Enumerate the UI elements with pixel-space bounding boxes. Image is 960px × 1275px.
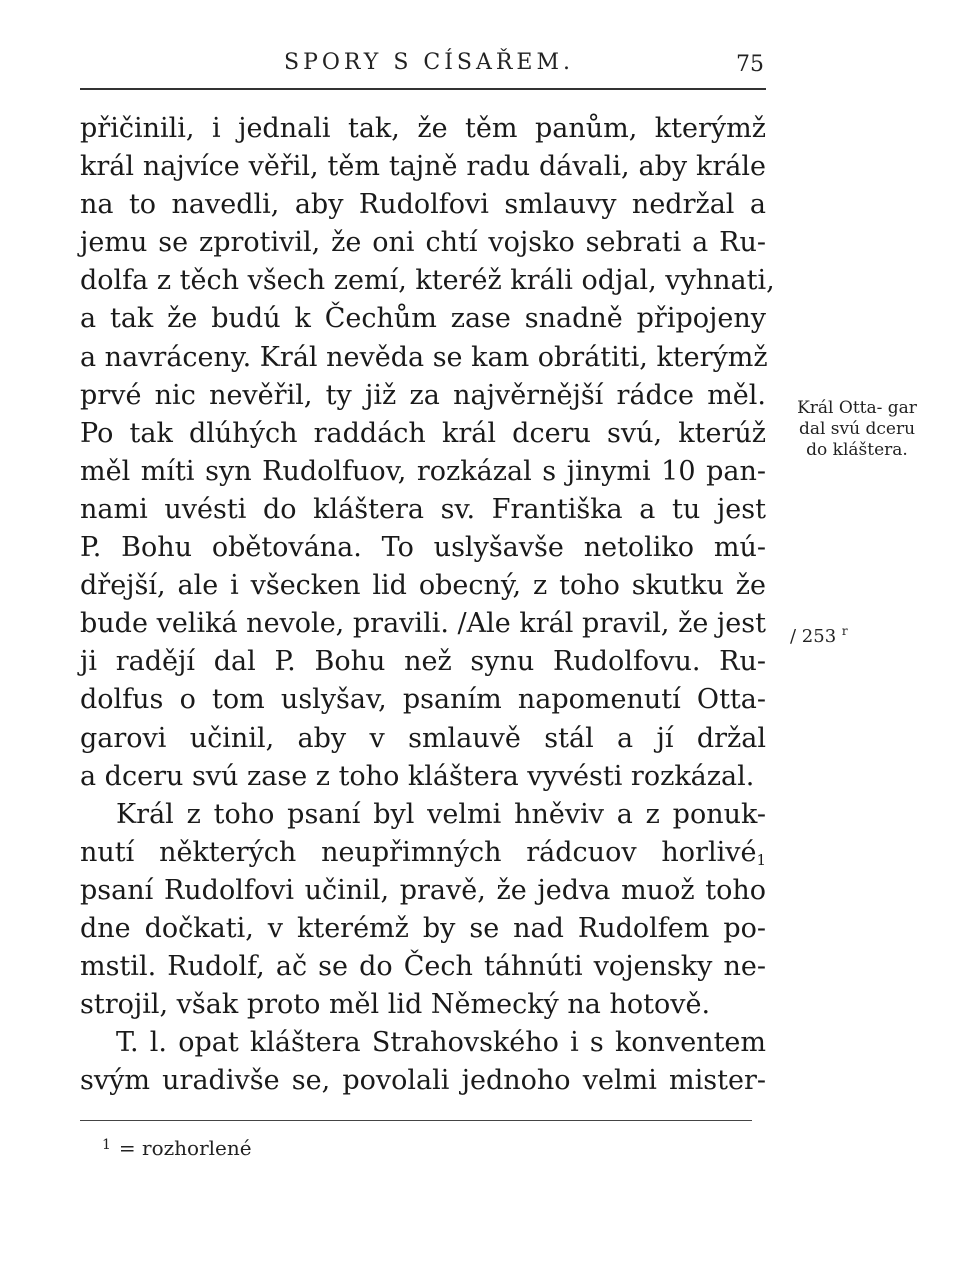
text-line-content: a navráceny. Král nevěda se kam obrátiti, kterýmž (80, 341, 768, 373)
text-line (80, 872, 766, 910)
text-line-content: P. Bohu obětována. To uslyšavše netoliko mú- (80, 532, 766, 564)
text-line (80, 300, 766, 338)
footnote-reference: 1 (756, 850, 766, 869)
footnote-divider (80, 1120, 752, 1121)
page-number: 75 (736, 52, 764, 77)
text-line (80, 1024, 766, 1062)
text-line-content: a dceru svú zase z toho kláštera vyvésti rozkázal. (80, 760, 755, 792)
text-line (80, 567, 766, 605)
text-line (80, 491, 766, 529)
text-line-content: garovi učinil, aby v smlauvě stál a jí držal (80, 722, 766, 754)
text-line-content: Král z toho psaní byl velmi hněviv a z ponuk- (116, 798, 766, 830)
text-line-content: ji radějí dal P. Bohu než synu Rudolfovu. Ru- (80, 646, 766, 678)
body-text (80, 110, 775, 1100)
text-line (80, 796, 766, 834)
text-line-content: král najvíce věřil, těm tajně radu dávali, aby krále (80, 151, 766, 183)
text-line (80, 224, 766, 262)
text-line-content: jemu se zprotivil, že oni chtí vojsko sebrati a Ru- (80, 227, 766, 259)
text-line-content: prvé nic nevěřil, ty již za najvěrnější rádce měl. (80, 379, 766, 411)
text-line-content: svým uradivše se, povolali jednoho velmi mister- (80, 1065, 766, 1097)
text-line (80, 262, 775, 300)
text-line (80, 720, 766, 758)
text-line-content: měl míti syn Rudolfuov, rozkázal s jinymi 10 pan- (80, 455, 766, 487)
running-head (80, 46, 766, 90)
folio-mark (790, 624, 848, 647)
text-line (80, 148, 766, 186)
text-line (80, 948, 766, 986)
text-line-content: mstil. Rudolf, ač se do Čech táhnúti vojensky ne- (80, 951, 766, 983)
text-line-content: bude veliká nevole, pravili. /Ale král pravil, že jest (80, 608, 766, 640)
text-line-content: a tak že budú k Čechům zase snadně připojeny (80, 303, 766, 335)
folio-side: r (841, 624, 848, 638)
text-line (80, 415, 766, 453)
text-line (80, 834, 766, 872)
text-line (80, 453, 766, 491)
text-line (80, 758, 766, 796)
footnote-text: = rozhorlené (118, 1136, 252, 1160)
text-line-content: přičinili, i jednali tak, že těm panům, kterýmž (80, 113, 766, 144)
footnote (102, 1136, 252, 1160)
text-line-content: Po tak dlúhých raddách král dceru svú, kterúž (80, 417, 766, 449)
text-line (80, 643, 766, 681)
margin-note: Král Otta- gar dal svú dceru do kláštera. (797, 398, 917, 460)
text-line-content: nami uvésti do kláštera sv. Františka a tu jest (80, 493, 766, 525)
text-line-content: dřejší, ale i všecken lid obecný, z toho skutku že (80, 570, 766, 602)
text-line (80, 186, 766, 224)
text-line-content: T. l. opat kláštera Strahovského i s konventem (116, 1027, 766, 1059)
text-line-content: dolfa z těch všech zemí, kteréž králi odjal, vyhnati, (80, 265, 775, 297)
text-line-content: dne dočkati, v kterémž by se nad Rudolfem po- (80, 912, 766, 944)
text-line (80, 605, 766, 643)
text-line (80, 110, 766, 148)
text-line (80, 910, 766, 948)
footnote-marker: 1 (102, 1137, 111, 1153)
text-line (80, 1062, 766, 1100)
text-line (80, 339, 766, 377)
text-line-content: na to navedli, aby Rudolfovi smlauvy nedržal a (80, 189, 766, 221)
text-line (80, 529, 766, 567)
text-line-content: strojil, však proto měl lid Německý na hotově. (80, 989, 711, 1021)
text-line (80, 986, 766, 1024)
text-line (80, 681, 766, 719)
text-line-content: nutí některých neupřimných rádcuov horlivé (80, 836, 757, 868)
running-title: SPORY S CÍSAŘEM. (284, 50, 575, 75)
text-line-content: psaní Rudolfovi učinil, pravě, že jedva muož toho (80, 874, 766, 906)
folio-number: / 253 (790, 626, 837, 647)
text-line (80, 377, 766, 415)
text-line-content: dolfus o tom uslyšav, psaním napomenutí Otta- (80, 684, 766, 716)
